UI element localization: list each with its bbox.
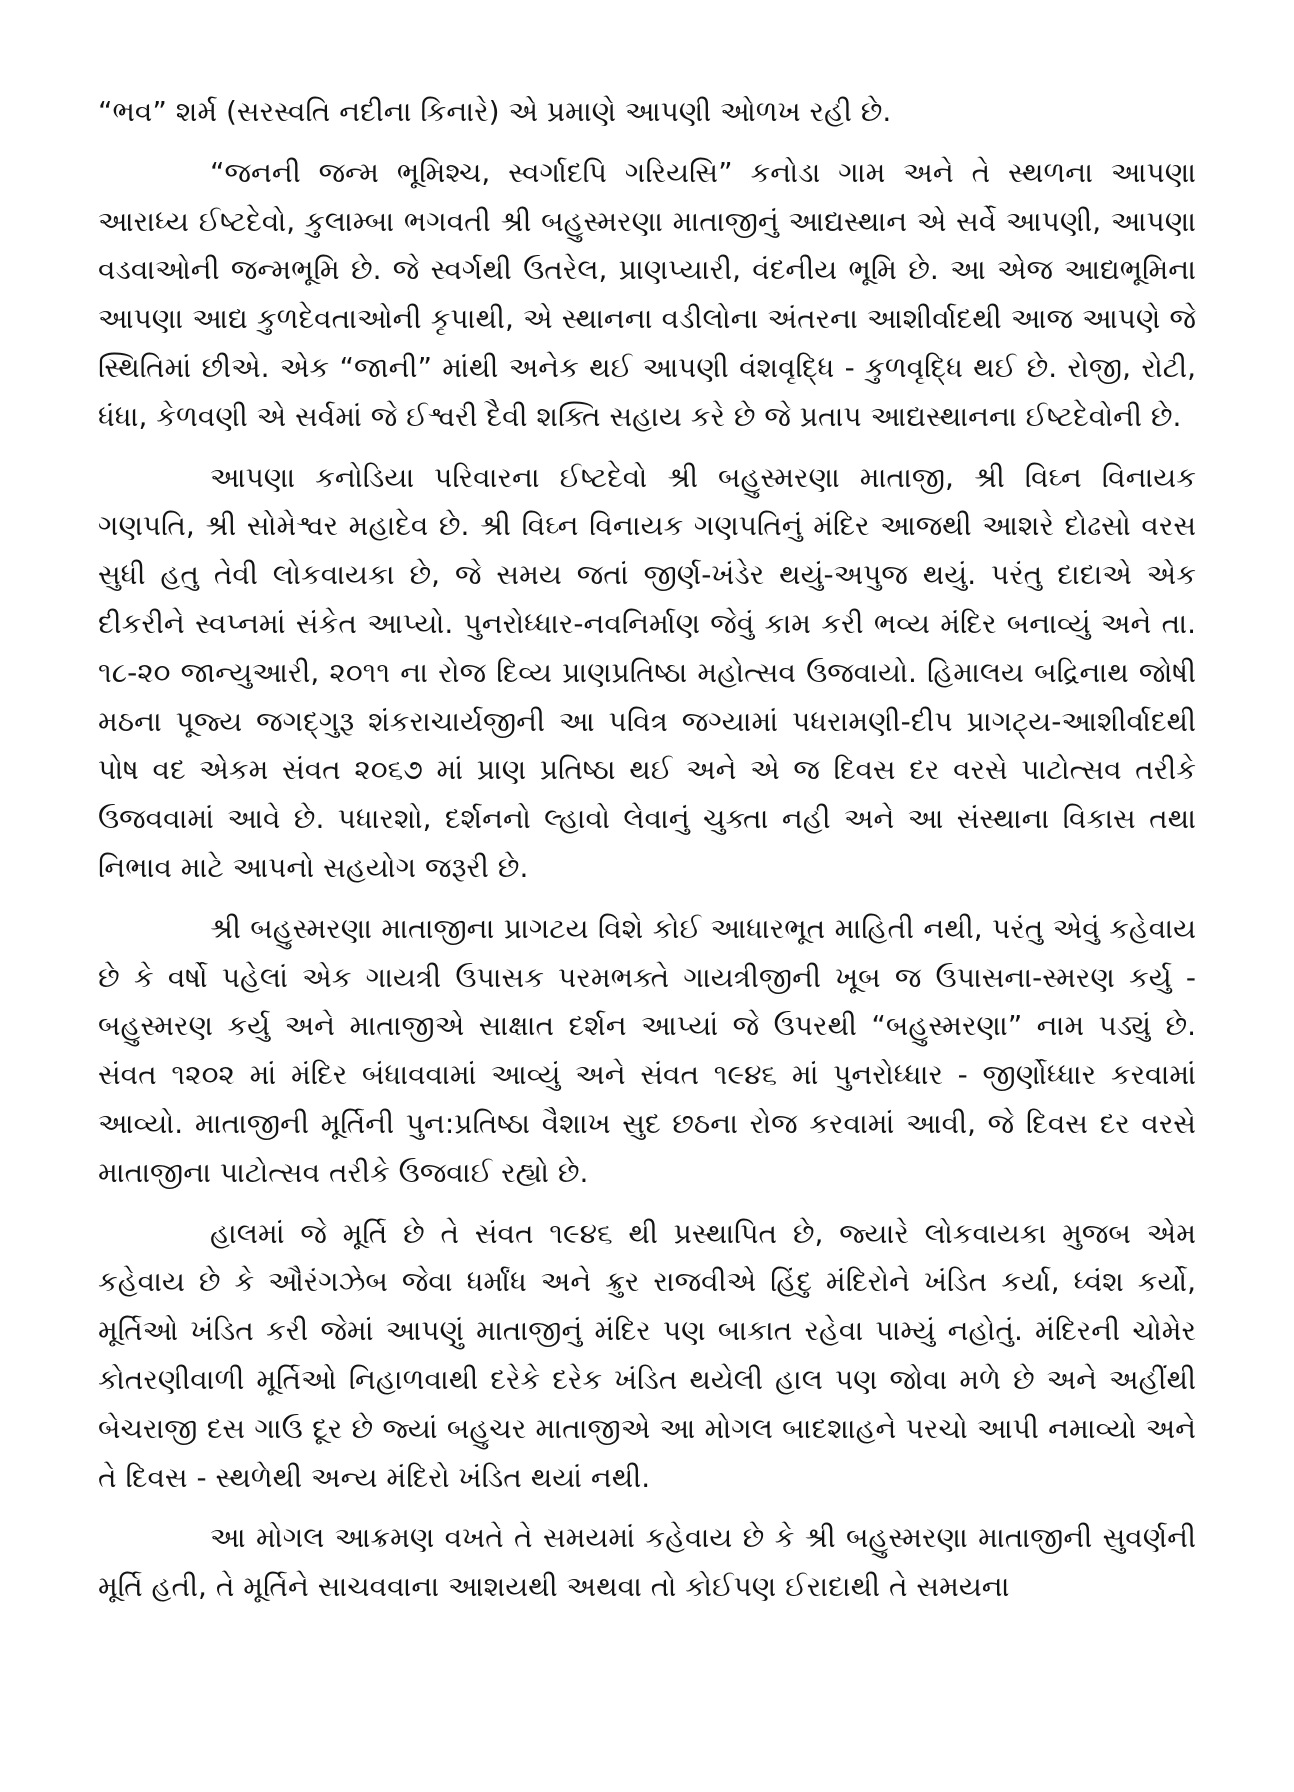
paragraph-4: શ્રી બહુસ્મરણા માતાજીના પ્રાગટય વિશે કોઈ આધારભૂત માહિતી નથી, પરંતુ એવું કહેવાય છે કે વર્ષો પહેલાં એક ગાયત્રી ઉપાસક પરમભક્તે ગાયત્રીજીની ખૂબ જ ઉપાસના-સ્મરણ કર્યુ - બહુસ્મરણ કર્યુ અને માતાજીએ સાક્ષાત દર્શન આપ્યાં જે ઉપરથી “બહુસ્મરણા” નામ પડ્યું છે. સંવત ૧૨૦૨ માં મંદિર બંધાવવામાં આવ્યું અને સંવત ૧૯૪૬ માં પુનરોધ્ધાર - જીર્ણોધ્ધાર કરવામાં આવ્યો. માતાજીની મૂર્તિની પુન:પ્રતિષ્ઠા વૈશાખ સુદ છઠના રોજ કરવામાં આવી, જે દિવસ દર વરસે માતાજીના પાટોત્સવ તરીકે ઉજવાઈ રહ્યો છે. bbox=[98, 911, 1196, 1189]
paragraph-5: હાલમાં જે મૂર્તિ છે તે સંવત ૧૯૪૬ થી પ્રસ્થાપિત છે, જ્યારે લોકવાયકા મુજબ એમ કહેવાય છે કે ઔરંગઝેબ જેવા ધર્માંધ અને ક્રુર રાજવીએ હિંદુ મંદિરોને ખંડિત કર્યા, ધ્વંશ કર્યો, મૂર્તિઓ ખંડિત કરી જેમાં આપણું માતાજીનું મંદિર પણ બાકાત રહેવા પામ્યું નહોતું. મંદિરની ચોમેર કોતરણીવાળી મૂર્તિઓ નિહાળવાથી દરેકે દરેક ખંડિત થયેલી હાલ પણ જોવા મળે છે અને અહીંથી બેચરાજી દસ ગાઉ દૂર છે જ્યાં બહુચર માતાજીએ આ મોગલ બાદશાહને પરચો આપી નમાવ્યો અને તે દિવસ - સ્થળેથી અન્ય મંદિરો ખંડિત થયાં નથી. bbox=[98, 1216, 1196, 1494]
paragraph-6: આ મોગલ આક્રમણ વખતે તે સમયમાં કહેવાય છે કે શ્રી બહુસ્મરણા માતાજીની સુવર્ણની મૂર્તિ હતી, તે મૂર્તિને સાચવવાના આશયથી અથવા તો કોઈપણ ઈરાદાથી તે સમયના bbox=[98, 1521, 1196, 1604]
paragraph-3: આપણા કનોડિયા પરિવારના ઈષ્ટદેવો શ્રી બહુસ્મરણા માતાજી, શ્રી વિઘ્ન વિનાયક ગણપતિ, શ્રી સોમેશ્વર મહાદેવ છે. શ્રી વિઘ્ન વિનાયક ગણપતિનું મંદિર આજથી આશરે દોઢસો વરસ સુધી હતુ તેવી લોકવાયકા છે, જે સમય જતાં જીર્ણ-ખંડેર થયું-અપુજ થયું. પરંતુ દાદાએ એક દીકરીને સ્વપ્નમાં સંકેત આપ્યો. પુનરોધ્ધાર-નવનિર્માણ જેવું કામ કરી ભવ્ય મંદિર બનાવ્યું અને તા. ૧૮-૨૦ જાન્યુઆરી, ૨૦૧૧ ના રોજ દિવ્ય પ્રાણપ્રતિષ્ઠા મહોત્સવ ઉજવાયો. હિમાલય બદ્રિનાથ જોષી મઠના પૂજ્ય જગદ્ગુરૂ શંકરાચાર્યજીની આ પવિત્ર જગ્યામાં પધરામણી-દીપ પ્રાગટ્ય-આશીર્વાદથી પોષ વદ એકમ સંવત ૨૦૬૭ માં પ્રાણ પ્રતિષ્ઠા થઈ અને એ જ દિવસ દર વરસે પાટોત્સવ તરીકે ઉજવવામાં આવે છે. પધારશો, દર્શનનો લ્હાવો લેવાનું ચુક્તા નહી અને આ સંસ્થાના વિકાસ તથા નિભાવ માટે આપનો સહયોગ જરૂરી છે. bbox=[98, 460, 1196, 884]
paragraph-2: “જનની જન્મ ભૂમિશ્ચ, સ્વર્ગાદપિ ગરિયસિ” કનોડા ગામ અને તે સ્થળના આપણા આરાધ્ય ઈષ્ટદેવો, કુલામ્બા ભગવતી શ્રી બહુસ્મરણા માતાજીનું આદ્યસ્થાન એ સર્વે આપણી, આપણા વડવાઓની જન્મભૂમિ છે. જે સ્વર્ગથી ઉતરેલ, પ્રાણપ્યારી, વંદનીય ભૂમિ છે. આ એજ આદ્યભૂમિના આપણા આદ્ય કુળદેવતાઓની કૃપાથી, એ સ્થાનના વડીલોના અંતરના આશીર્વાદથી આજ આપણે જે સ્થિતિમાં છીએ. એક “જાની” માંથી અનેક થઈ આપણી વંશવૃદ્ધિ - કુળવૃદ્ધિ થઈ છે. રોજી, રોટી, ધંધા, કેળવણી એ સર્વમાં જે ઈશ્વરી દૈવી શક્તિ સહાય કરે છે જે પ્રતાપ આદ્યસ્થાનના ઈષ્ટદેવોની છે. bbox=[98, 155, 1196, 433]
paragraph-1: “ભવ” શર્મ (સરસ્વતિ નદીના કિનારે) એ પ્રમાણે આપણી ઓળખ રહી છે. bbox=[98, 95, 892, 128]
